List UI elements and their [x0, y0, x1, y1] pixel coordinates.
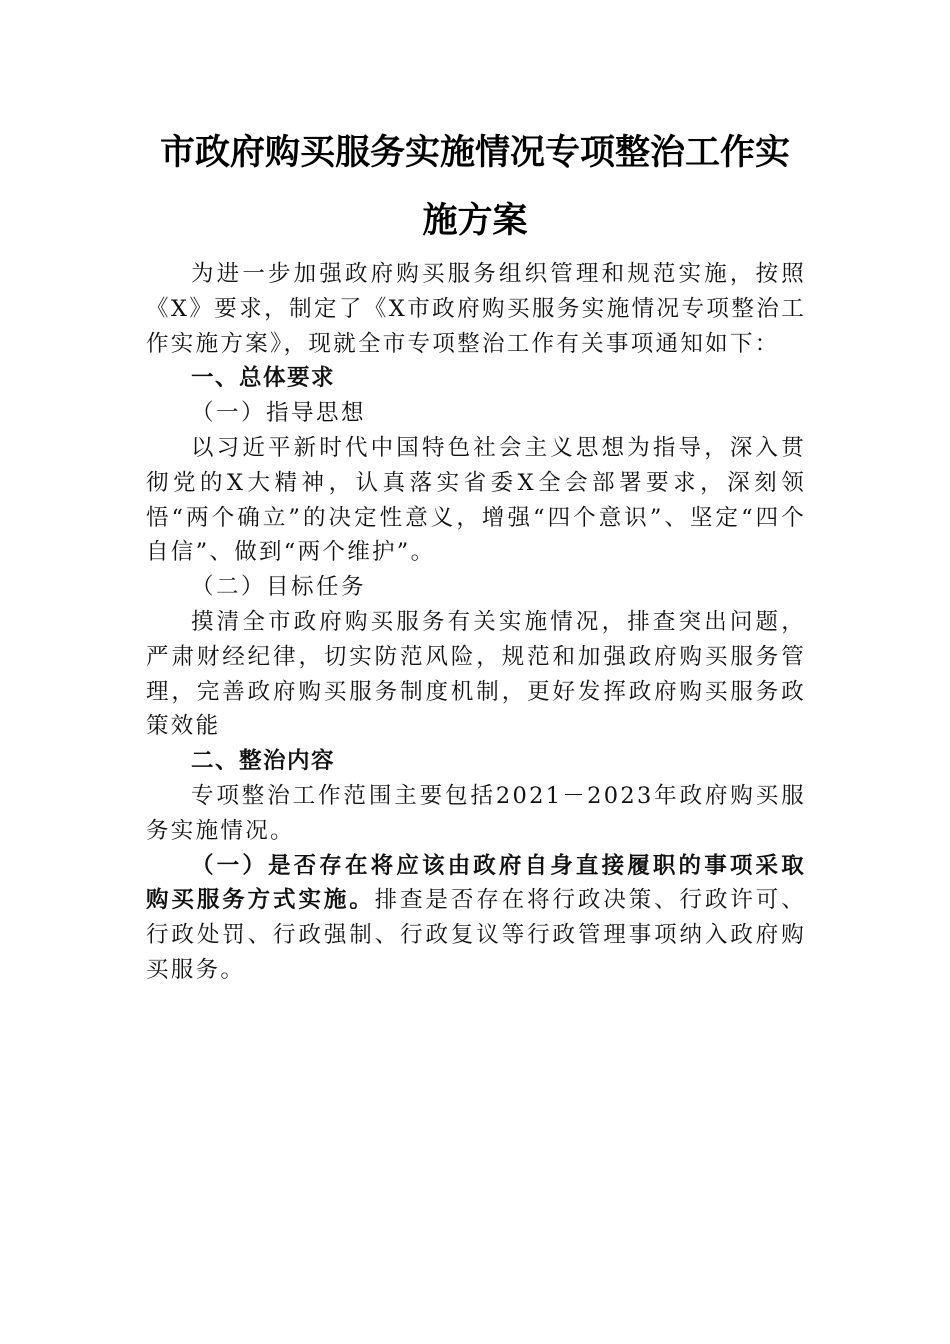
section-2-paragraph: 专项整治工作范围主要包括2021－2023年政府购买服务实施情况。: [146, 782, 806, 844]
document-title-line-2: 施方案: [422, 200, 528, 241]
section-1-sub-1-heading: （一）指导思想: [191, 400, 367, 427]
section-2-item-1-lead: （一）是否存在将应该由政府自身直接履职的事项采取购买服务方式实施。: [146, 852, 806, 914]
section-2-item-1-paragraph: [146, 849, 806, 988]
section-1-heading: 一、总体要求: [191, 365, 336, 392]
document-title-line-1: 市政府购买服务实施情况专项整治工作实: [159, 132, 790, 173]
document-body: [146, 257, 806, 988]
section-2-item-1-text: 排查是否存在将行政决策、行政许可、行政处罚、行政强制、行政复议等行政管理事项纳入政府购买服务。: [146, 887, 806, 983]
section-1-sub-2-paragraph: 摸清全市政府购买服务有关实施情况，排查突出问题，严肃财经纪律，切实防范风险，规范和加强政府购买服务管理，完善政府购买服务制度机制，更好发挥政府购买服务政策效能: [146, 608, 806, 740]
section-1-sub-2-heading: （二）目标任务: [191, 574, 367, 601]
intro-paragraph: 为进一步加强政府购买服务组织管理和规范实施，按照《X》要求，制定了《X市政府购买服务实施情况专项整治工作实施方案》，现就全市专项整治工作有关事项通知如下：: [146, 261, 806, 357]
section-2-heading: 二、整治内容: [191, 748, 336, 775]
section-1-sub-1-paragraph: 以习近平新时代中国特色社会主义思想为指导，深入贯彻党的X大精神，认真落实省委X全会部署要求，深刻领悟“两个确立”的决定性意义，增强“四个意识”、坚定“四个自信”、做到“两个维护”。: [146, 434, 806, 566]
